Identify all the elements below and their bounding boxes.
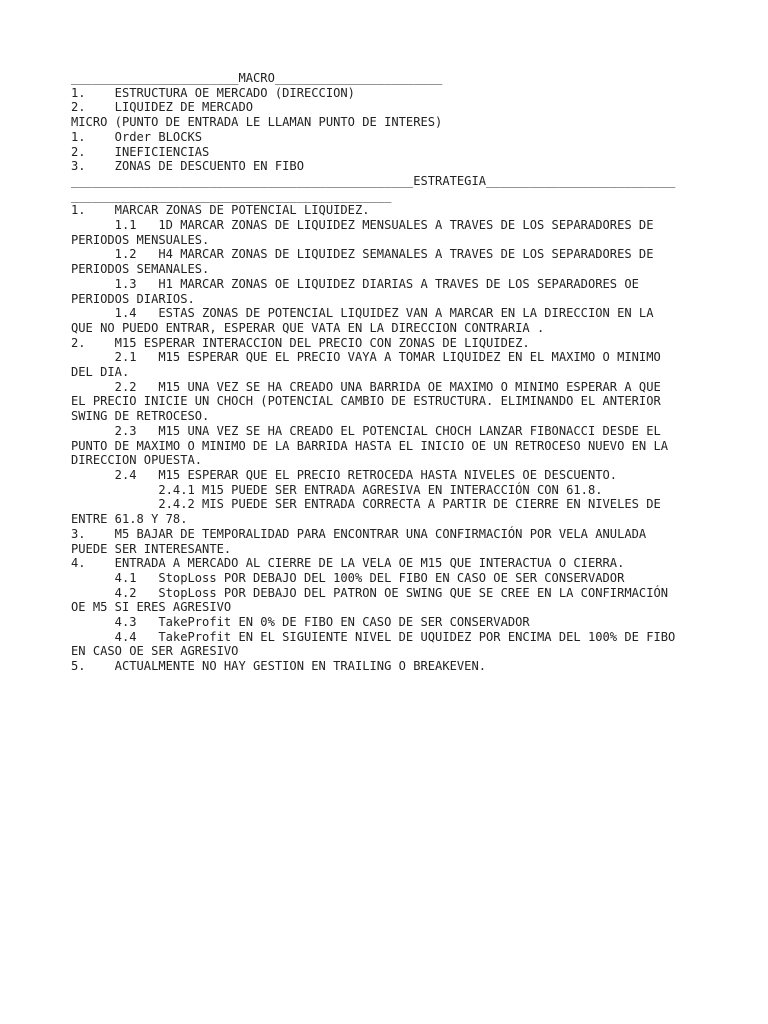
list-item: 2.1 M15 ESPERAR QUE EL PRECIO VAYA A TOMAR LIQUIDEZ EN EL MAXIMO O MINIMO	[71, 350, 661, 365]
list-item-continuation: PUNTO DE MAXIMO O MINIMO DE LA BARRIDA HASTA EL INICIO OE UN RETROCESO NUEVO EN LA	[71, 438, 669, 453]
list-item: 2. LIQUIDEZ DE MERCADO	[71, 100, 254, 115]
list-item: 2. INEFICIENCIAS	[71, 144, 210, 159]
list-item: 1.2 H4 MARCAR ZONAS DE LIQUIDEZ SEMANALES A TRAVES DE LOS SEPARADORES DE	[71, 247, 654, 262]
list-item: 2.4.1 M15 PUEDE SER ENTRADA AGRESIVA EN INTERACCIÓN CON 61.8.	[71, 482, 603, 497]
list-item: 2.4 M15 ESPERAR QUE EL PRECIO RETROCEDA HASTA NIVELES OE DESCUENTO.	[71, 467, 618, 482]
list-item-continuation: SWING DE RETROCESO.	[71, 409, 210, 424]
micro-heading: MICRO (PUNTO DE ENTRADA LE LLAMAN PUNTO DE INTERES)	[71, 115, 443, 130]
list-item: 1.3 H1 MARCAR ZONAS OE LIQUIDEZ DIARIAS A TRAVES DE LOS SEPARADORES OE	[71, 276, 639, 291]
list-item: 4.2 StopLoss POR DEBAJO DEL PATRON OE SWING QUE SE CREE EN LA CONFIRMACIÓN	[71, 585, 669, 600]
list-item-continuation: PERIODOS DIARIOS.	[71, 291, 195, 306]
list-item: 4.3 TakeProfit EN 0% DE FIBO EN CASO DE SER CONSERVADOR	[71, 615, 530, 630]
list-item: 5. ACTUALMENTE NO HAY GESTION EN TRAILING O BREAKEVEN.	[71, 659, 487, 674]
list-item-continuation: PERIODOS SEMANALES.	[71, 262, 210, 277]
list-item-continuation: PERIODOS MENSUALES.	[71, 232, 210, 247]
list-item-continuation: DEL DIA.	[71, 365, 130, 380]
list-item: 2. M15 ESPERAR INTERACCION DEL PRECIO CON ZONAS DE LIQUIDEZ.	[71, 335, 530, 350]
list-item: 1.1 1D MARCAR ZONAS DE LIQUIDEZ MENSUALES A TRAVES DE LOS SEPARADORES DE	[71, 218, 654, 233]
document-text	[71, 71, 711, 674]
separator-line: ____________________________________________	[71, 188, 392, 203]
list-item: 2.4.2 MIS PUEDE SER ENTRADA CORRECTA A PARTIR DE CIERRE EN NIVELES DE	[71, 497, 661, 512]
list-item-continuation: ENTRE 61.8 Y 78.	[71, 512, 188, 527]
list-item: 3. ZONAS DE DESCUENTO EN FIBO	[71, 159, 304, 174]
list-item: 4.1 StopLoss POR DEBAJO DEL 100% DEL FIBO EN CASO OE SER CONSERVADOR	[71, 570, 625, 585]
list-item: 1. ESTRUCTURA OE MERCADO (DIRECCION)	[71, 85, 355, 100]
list-item: 3. M5 BAJAR DE TEMPORALIDAD PARA ENCONTRAR UNA CONFIRMACIÓN POR VELA ANULADA	[71, 526, 647, 541]
list-item: 4. ENTRADA A MERCADO AL CIERRE DE LA VELA OE M15 QUE INTERACTUA O CIERRA.	[71, 556, 625, 571]
macro-heading: _______________________MACRO_______________________	[71, 71, 443, 85]
list-item: 2.2 M15 UNA VEZ SE HA CREADO UNA BARRIDA OE MAXIMO O MINIMO ESPERAR A QUE	[71, 379, 661, 394]
list-item: 1. Order BLOCKS	[71, 129, 203, 144]
list-item-continuation: EN CASO OE SER AGRESIVO	[71, 644, 239, 659]
list-item-continuation: OE M5 SI ERES AGRESIVO	[71, 600, 232, 615]
list-item: 1. MARCAR ZONAS DE POTENCIAL LIQUIDEZ.	[71, 203, 370, 218]
list-item: 4.4 TakeProfit EN EL SIGUIENTE NIVEL DE UQUIDEZ POR ENCIMA DEL 100% DE FIBO	[71, 629, 676, 644]
list-item-continuation: PUEDE SER INTERESANTE.	[71, 541, 232, 556]
list-item-continuation: QUE NO PUEDO ENTRAR, ESPERAR QUE VATA EN LA DIRECCION CONTRARIA .	[71, 320, 545, 335]
list-item: 1.4 ESTAS ZONAS DE POTENCIAL LIQUIDEZ VAN A MARCAR EN LA DIRECCION EN LA	[71, 306, 654, 321]
list-item: 2.3 M15 UNA VEZ SE HA CREADO EL POTENCIAL CHOCH LANZAR FIBONACCI DESDE EL	[71, 423, 661, 438]
list-item-continuation: DIRECCION OPUESTA.	[71, 453, 203, 468]
estrategia-heading: _______________________________________________ESTRATEGIA__________________________	[71, 173, 676, 188]
list-item-continuation: EL PRECIO INICIE UN CHOCH (POTENCIAL CAMBIO DE ESTRUCTURA. ELIMINANDO EL ANTERIOR	[71, 394, 661, 409]
